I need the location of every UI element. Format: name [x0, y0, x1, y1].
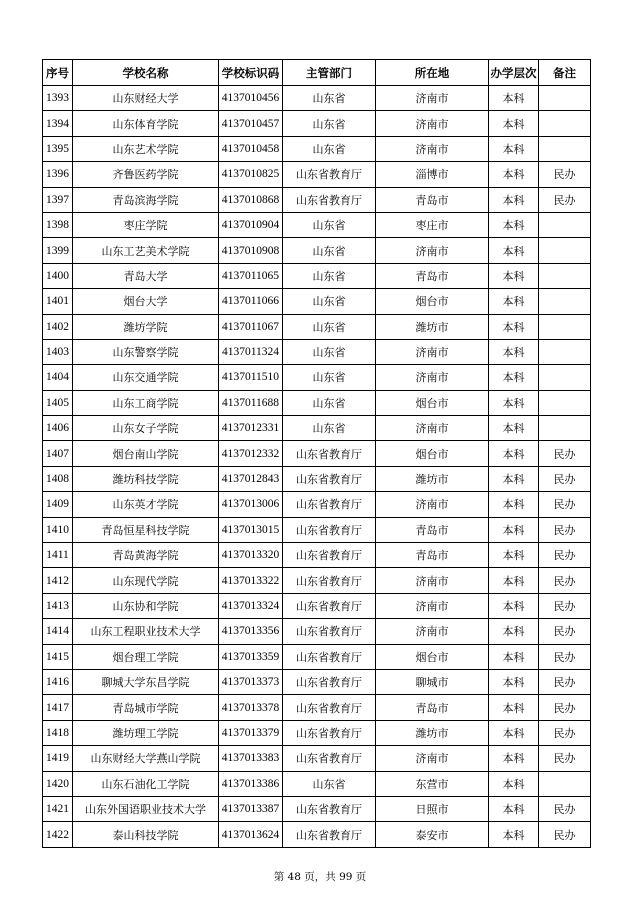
cell-school-name: 山东交通学院 — [73, 365, 219, 390]
cell-location: 济南市 — [376, 746, 489, 771]
cell-location: 济南市 — [376, 568, 489, 593]
cell-school-code: 4137013378 — [219, 695, 283, 720]
cell-location: 日照市 — [376, 796, 489, 821]
cell-seq: 1415 — [43, 644, 73, 669]
cell-remarks: 民办 — [539, 822, 591, 847]
cell-authority: 山东省教育厅 — [283, 644, 376, 669]
cell-authority: 山东省 — [283, 136, 376, 161]
cell-level: 本科 — [489, 441, 539, 466]
table-row — [43, 771, 591, 796]
cell-level: 本科 — [489, 568, 539, 593]
cell-school-name: 山东警察学院 — [73, 339, 219, 364]
cell-school-name: 山东女子学院 — [73, 416, 219, 441]
table-row — [43, 314, 591, 339]
table-row — [43, 568, 591, 593]
cell-authority: 山东省教育厅 — [283, 619, 376, 644]
header-level: 办学层次 — [489, 60, 539, 86]
cell-remarks: 民办 — [539, 720, 591, 745]
cell-authority: 山东省教育厅 — [283, 822, 376, 847]
header-authority: 主管部门 — [283, 60, 376, 86]
cell-seq: 1396 — [43, 162, 73, 187]
cell-seq: 1402 — [43, 314, 73, 339]
cell-remarks — [539, 238, 591, 263]
cell-school-code: 4137013324 — [219, 593, 283, 618]
cell-authority: 山东省教育厅 — [283, 695, 376, 720]
cell-seq: 1417 — [43, 695, 73, 720]
cell-location: 济南市 — [376, 416, 489, 441]
table-body — [43, 86, 591, 848]
cell-level: 本科 — [489, 543, 539, 568]
cell-location: 淄博市 — [376, 162, 489, 187]
table-row — [43, 796, 591, 821]
cell-seq: 1403 — [43, 339, 73, 364]
cell-remarks: 民办 — [539, 517, 591, 542]
cell-authority: 山东省 — [283, 339, 376, 364]
table-row — [43, 339, 591, 364]
cell-seq: 1399 — [43, 238, 73, 263]
table-row — [43, 86, 591, 111]
cell-school-code: 4137010457 — [219, 111, 283, 136]
cell-school-name: 泰山科技学院 — [73, 822, 219, 847]
cell-authority: 山东省 — [283, 314, 376, 339]
cell-authority: 山东省教育厅 — [283, 441, 376, 466]
cell-seq: 1418 — [43, 720, 73, 745]
cell-remarks — [539, 390, 591, 415]
cell-remarks: 民办 — [539, 543, 591, 568]
cell-school-name: 山东财经大学燕山学院 — [73, 746, 219, 771]
cell-remarks — [539, 365, 591, 390]
cell-remarks: 民办 — [539, 187, 591, 212]
table-row — [43, 238, 591, 263]
table-row — [43, 111, 591, 136]
table-row — [43, 136, 591, 161]
cell-school-name: 山东工艺美术学院 — [73, 238, 219, 263]
cell-school-name: 山东体育学院 — [73, 111, 219, 136]
cell-location: 泰安市 — [376, 822, 489, 847]
cell-authority: 山东省 — [283, 111, 376, 136]
cell-seq: 1412 — [43, 568, 73, 593]
cell-seq: 1416 — [43, 669, 73, 694]
cell-level: 本科 — [489, 162, 539, 187]
cell-location: 青岛市 — [376, 263, 489, 288]
cell-remarks — [539, 111, 591, 136]
cell-school-name: 潍坊科技学院 — [73, 466, 219, 491]
cell-school-code: 4137013322 — [219, 568, 283, 593]
table-header-row — [43, 60, 591, 86]
cell-location: 烟台市 — [376, 644, 489, 669]
cell-level: 本科 — [489, 263, 539, 288]
cell-seq: 1407 — [43, 441, 73, 466]
cell-remarks — [539, 771, 591, 796]
cell-remarks: 民办 — [539, 593, 591, 618]
cell-school-name: 潍坊学院 — [73, 314, 219, 339]
cell-school-code: 4137012332 — [219, 441, 283, 466]
cell-level: 本科 — [489, 136, 539, 161]
cell-authority: 山东省 — [283, 390, 376, 415]
cell-school-name: 山东现代学院 — [73, 568, 219, 593]
header-remarks: 备注 — [539, 60, 591, 86]
cell-school-code: 4137013379 — [219, 720, 283, 745]
cell-school-code: 4137013387 — [219, 796, 283, 821]
cell-school-code: 4137012843 — [219, 466, 283, 491]
table-row — [43, 517, 591, 542]
table-row — [43, 212, 591, 237]
cell-seq: 1410 — [43, 517, 73, 542]
table-row — [43, 644, 591, 669]
table-row — [43, 822, 591, 847]
table-row — [43, 492, 591, 517]
cell-location: 青岛市 — [376, 187, 489, 212]
school-list-table — [42, 59, 591, 848]
cell-seq: 1401 — [43, 289, 73, 314]
cell-seq: 1411 — [43, 543, 73, 568]
cell-remarks — [539, 339, 591, 364]
cell-level: 本科 — [489, 289, 539, 314]
cell-level: 本科 — [489, 619, 539, 644]
cell-remarks: 民办 — [539, 695, 591, 720]
cell-school-name: 齐鲁医药学院 — [73, 162, 219, 187]
cell-school-code: 4137010908 — [219, 238, 283, 263]
table-row — [43, 695, 591, 720]
cell-remarks — [539, 314, 591, 339]
cell-location: 烟台市 — [376, 441, 489, 466]
cell-seq: 1420 — [43, 771, 73, 796]
cell-seq: 1408 — [43, 466, 73, 491]
cell-school-name: 青岛恒星科技学院 — [73, 517, 219, 542]
cell-level: 本科 — [489, 695, 539, 720]
table-row — [43, 746, 591, 771]
cell-seq: 1419 — [43, 746, 73, 771]
cell-location: 青岛市 — [376, 543, 489, 568]
cell-school-code: 4137013015 — [219, 517, 283, 542]
table-row — [43, 441, 591, 466]
cell-authority: 山东省教育厅 — [283, 543, 376, 568]
cell-school-name: 青岛黄海学院 — [73, 543, 219, 568]
cell-level: 本科 — [489, 86, 539, 111]
cell-authority: 山东省 — [283, 365, 376, 390]
cell-location: 济南市 — [376, 111, 489, 136]
cell-school-name: 潍坊理工学院 — [73, 720, 219, 745]
cell-school-name: 山东协和学院 — [73, 593, 219, 618]
header-location: 所在地 — [376, 60, 489, 86]
cell-school-name: 烟台大学 — [73, 289, 219, 314]
cell-location: 济南市 — [376, 365, 489, 390]
cell-seq: 1422 — [43, 822, 73, 847]
cell-level: 本科 — [489, 111, 539, 136]
cell-location: 济南市 — [376, 238, 489, 263]
cell-school-name: 枣庄学院 — [73, 212, 219, 237]
school-list-table-wrapper — [42, 59, 590, 848]
cell-school-name: 青岛滨海学院 — [73, 187, 219, 212]
cell-school-code: 4137010458 — [219, 136, 283, 161]
cell-level: 本科 — [489, 492, 539, 517]
cell-school-code: 4137013359 — [219, 644, 283, 669]
table-row — [43, 289, 591, 314]
cell-level: 本科 — [489, 212, 539, 237]
cell-school-code: 4137013624 — [219, 822, 283, 847]
cell-location: 济南市 — [376, 86, 489, 111]
cell-remarks: 民办 — [539, 619, 591, 644]
cell-seq: 1397 — [43, 187, 73, 212]
cell-school-name: 青岛城市学院 — [73, 695, 219, 720]
cell-authority: 山东省教育厅 — [283, 492, 376, 517]
table-row — [43, 543, 591, 568]
cell-authority: 山东省 — [283, 263, 376, 288]
cell-school-name: 山东工程职业技术大学 — [73, 619, 219, 644]
table-row — [43, 619, 591, 644]
cell-seq: 1413 — [43, 593, 73, 618]
cell-authority: 山东省教育厅 — [283, 162, 376, 187]
header-seq: 序号 — [43, 60, 73, 86]
cell-remarks — [539, 212, 591, 237]
cell-level: 本科 — [489, 593, 539, 618]
cell-location: 潍坊市 — [376, 466, 489, 491]
cell-level: 本科 — [489, 339, 539, 364]
cell-authority: 山东省 — [283, 212, 376, 237]
cell-school-name: 山东石油化工学院 — [73, 771, 219, 796]
cell-authority: 山东省 — [283, 771, 376, 796]
cell-seq: 1393 — [43, 86, 73, 111]
cell-remarks — [539, 263, 591, 288]
cell-seq: 1409 — [43, 492, 73, 517]
cell-seq: 1406 — [43, 416, 73, 441]
cell-location: 青岛市 — [376, 695, 489, 720]
cell-school-name: 山东工商学院 — [73, 390, 219, 415]
cell-location: 东营市 — [376, 771, 489, 796]
cell-seq: 1421 — [43, 796, 73, 821]
table-row — [43, 720, 591, 745]
cell-seq: 1404 — [43, 365, 73, 390]
header-school-name: 学校名称 — [73, 60, 219, 86]
cell-authority: 山东省教育厅 — [283, 593, 376, 618]
cell-seq: 1395 — [43, 136, 73, 161]
cell-school-code: 4137013320 — [219, 543, 283, 568]
table-row — [43, 187, 591, 212]
cell-remarks: 民办 — [539, 492, 591, 517]
cell-location: 济南市 — [376, 339, 489, 364]
cell-remarks: 民办 — [539, 746, 591, 771]
cell-school-name: 山东外国语职业技术大学 — [73, 796, 219, 821]
cell-remarks — [539, 136, 591, 161]
cell-remarks — [539, 416, 591, 441]
cell-level: 本科 — [489, 822, 539, 847]
table-row — [43, 162, 591, 187]
cell-location: 济南市 — [376, 619, 489, 644]
cell-level: 本科 — [489, 771, 539, 796]
cell-level: 本科 — [489, 416, 539, 441]
table-row — [43, 669, 591, 694]
cell-level: 本科 — [489, 466, 539, 491]
cell-level: 本科 — [489, 187, 539, 212]
cell-level: 本科 — [489, 517, 539, 542]
cell-school-code: 4137013356 — [219, 619, 283, 644]
cell-remarks: 民办 — [539, 568, 591, 593]
table-row — [43, 466, 591, 491]
cell-remarks: 民办 — [539, 441, 591, 466]
cell-remarks: 民办 — [539, 162, 591, 187]
cell-level: 本科 — [489, 720, 539, 745]
cell-level: 本科 — [489, 796, 539, 821]
cell-school-code: 4137011065 — [219, 263, 283, 288]
cell-school-name: 山东艺术学院 — [73, 136, 219, 161]
cell-authority: 山东省教育厅 — [283, 187, 376, 212]
cell-school-name: 青岛大学 — [73, 263, 219, 288]
cell-location: 青岛市 — [376, 517, 489, 542]
cell-school-code: 4137010904 — [219, 212, 283, 237]
table-row — [43, 263, 591, 288]
header-school-code: 学校标识码 — [219, 60, 283, 86]
cell-school-name: 山东英才学院 — [73, 492, 219, 517]
cell-level: 本科 — [489, 238, 539, 263]
table-row — [43, 416, 591, 441]
cell-school-name: 烟台南山学院 — [73, 441, 219, 466]
cell-remarks: 民办 — [539, 466, 591, 491]
cell-authority: 山东省 — [283, 289, 376, 314]
cell-school-code: 4137013373 — [219, 669, 283, 694]
cell-authority: 山东省教育厅 — [283, 669, 376, 694]
cell-school-code: 4137013006 — [219, 492, 283, 517]
cell-location: 济南市 — [376, 492, 489, 517]
cell-authority: 山东省教育厅 — [283, 746, 376, 771]
cell-school-code: 4137010456 — [219, 86, 283, 111]
cell-location: 潍坊市 — [376, 314, 489, 339]
cell-location: 烟台市 — [376, 289, 489, 314]
cell-location: 烟台市 — [376, 390, 489, 415]
cell-remarks: 民办 — [539, 644, 591, 669]
table-row — [43, 593, 591, 618]
cell-remarks — [539, 289, 591, 314]
cell-school-code: 4137011688 — [219, 390, 283, 415]
cell-location: 济南市 — [376, 593, 489, 618]
cell-level: 本科 — [489, 644, 539, 669]
cell-level: 本科 — [489, 365, 539, 390]
cell-seq: 1398 — [43, 212, 73, 237]
cell-school-code: 4137011510 — [219, 365, 283, 390]
cell-school-code: 4137012331 — [219, 416, 283, 441]
cell-authority: 山东省教育厅 — [283, 517, 376, 542]
cell-seq: 1405 — [43, 390, 73, 415]
cell-authority: 山东省教育厅 — [283, 466, 376, 491]
cell-level: 本科 — [489, 390, 539, 415]
cell-authority: 山东省 — [283, 416, 376, 441]
cell-seq: 1394 — [43, 111, 73, 136]
cell-level: 本科 — [489, 746, 539, 771]
cell-school-code: 4137011324 — [219, 339, 283, 364]
cell-seq: 1414 — [43, 619, 73, 644]
cell-authority: 山东省教育厅 — [283, 568, 376, 593]
page-footer: 第 48 页，共 99 页 — [273, 871, 367, 883]
cell-school-name: 烟台理工学院 — [73, 644, 219, 669]
cell-school-code: 4137010868 — [219, 187, 283, 212]
cell-authority: 山东省教育厅 — [283, 796, 376, 821]
cell-location: 济南市 — [376, 136, 489, 161]
cell-school-code: 4137011067 — [219, 314, 283, 339]
table-row — [43, 365, 591, 390]
cell-school-code: 4137013383 — [219, 746, 283, 771]
table-row — [43, 390, 591, 415]
cell-level: 本科 — [489, 314, 539, 339]
cell-seq: 1400 — [43, 263, 73, 288]
cell-authority: 山东省 — [283, 86, 376, 111]
cell-authority: 山东省 — [283, 238, 376, 263]
cell-school-code: 4137011066 — [219, 289, 283, 314]
cell-school-name: 聊城大学东昌学院 — [73, 669, 219, 694]
cell-location: 枣庄市 — [376, 212, 489, 237]
cell-location: 聊城市 — [376, 669, 489, 694]
cell-remarks — [539, 86, 591, 111]
cell-remarks: 民办 — [539, 669, 591, 694]
cell-school-code: 4137013386 — [219, 771, 283, 796]
cell-school-name: 山东财经大学 — [73, 86, 219, 111]
cell-level: 本科 — [489, 669, 539, 694]
cell-authority: 山东省教育厅 — [283, 720, 376, 745]
cell-school-code: 4137010825 — [219, 162, 283, 187]
cell-location: 潍坊市 — [376, 720, 489, 745]
cell-remarks: 民办 — [539, 796, 591, 821]
